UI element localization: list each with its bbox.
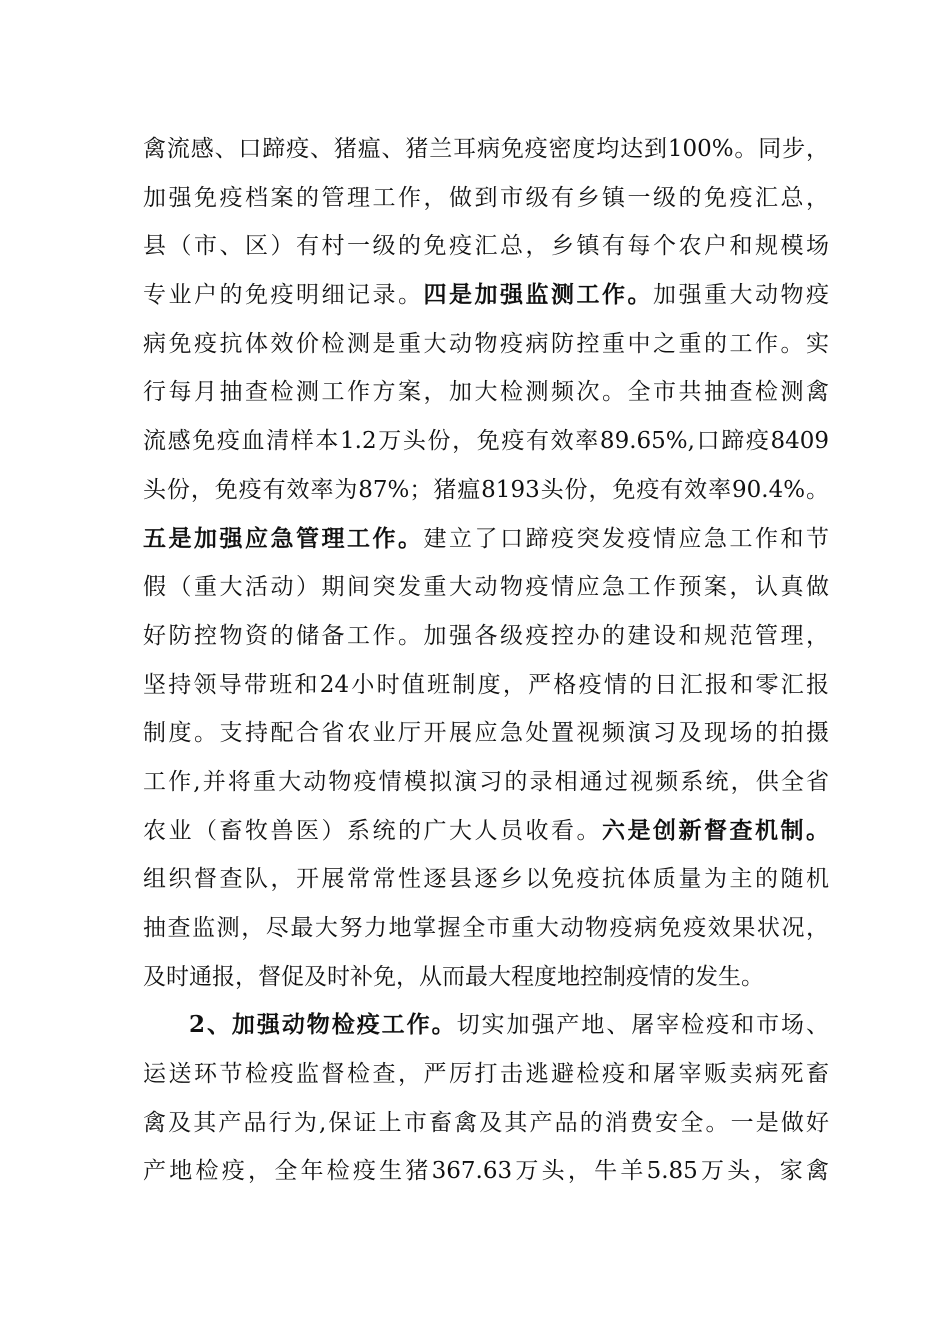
body-text-segment: 专业户的免疫明细记录。 [143, 282, 424, 309]
body-text-segment: 抽查监测，尽最大努力地掌握全市重大动物疫病免疫效果状况， [143, 915, 829, 941]
text-line [143, 1147, 829, 1196]
body-text-segment: 流感免疫血清样本1.2万头份，免疫有效率89.65%,口蹄疫8409 [143, 428, 829, 455]
body-text [143, 125, 829, 1196]
body-text-segment: 禽流感、口蹄疫、猪瘟、猪兰耳病免疫密度均达到100%。同步， [143, 136, 829, 162]
body-text-segment: 头份，免疫有效率为87%；猪瘟8193头份，免疫有效率90.4%。 [143, 476, 829, 503]
body-text-segment: 制度。支持配合省农业厅开展应急处置视频演习及现场的拍摄 [143, 720, 829, 747]
text-line [143, 904, 829, 953]
body-text-segment: 病免疫抗体效价检测是重大动物疫病防控重中之重的工作。实 [143, 330, 829, 357]
bold-heading-text: 四是加强监测工作。 [423, 281, 653, 309]
text-line [143, 222, 829, 271]
body-text-segment: 县（市、区）有村一级的免疫汇总，乡镇有每个农户和规模场 [143, 233, 829, 260]
body-text-segment: 组织督查队，开展常常性逐县逐乡以免疫抗体质量为主的随机 [143, 866, 829, 893]
bold-heading-text: 五是加强应急管理工作。 [143, 524, 424, 552]
text-line [143, 125, 829, 174]
body-text-segment: 禽及其产品行为,保证上市畜禽及其产品的消费安全。一是做好 [143, 1109, 829, 1136]
text-line [143, 320, 829, 369]
body-text-segment: 产地检疫，全年检疫生猪367.63万头，牛羊5.85万头，家禽 [143, 1158, 829, 1185]
body-text-segment: 运送环节检疫监督检查，严厉打击逃避检疫和屠宰贩卖病死畜 [143, 1061, 829, 1088]
text-line [143, 368, 829, 417]
text-line [143, 271, 829, 320]
bold-heading-text: 2、加强动物检疫工作。 [189, 1011, 457, 1039]
body-text-segment: 行每月抽查检测工作方案，加大检测频次。全市共抽查检测禽 [143, 379, 829, 406]
body-text-segment: 加强免疫档案的管理工作，做到市级有乡镇一级的免疫汇总， [143, 184, 829, 211]
body-text-segment: 好防控物资的储备工作。加强各级疫控办的建设和规范管理， [143, 622, 829, 649]
text-line [143, 855, 829, 904]
text-line [143, 661, 829, 710]
body-text-segment: 加强重大动物疫 [653, 282, 829, 309]
body-text-segment: 假（重大活动）期间突发重大动物疫情应急工作预案，认真做 [143, 574, 829, 601]
body-text-segment: 及时通报，督促及时补免，从而最大程度地控制疫情的发生。 [143, 963, 764, 990]
text-line [143, 515, 829, 564]
body-text-segment: 农业（畜牧兽医）系统的广大人员收看。 [143, 817, 602, 844]
body-text-segment: 坚持领导带班和24小时值班制度，严格疫情的日汇报和零汇报 [143, 671, 829, 698]
text-line [143, 1050, 829, 1099]
bold-heading-text: 六是创新督查机制。 [602, 816, 829, 844]
text-line [143, 417, 829, 466]
text-line [143, 1001, 829, 1050]
text-line [143, 612, 829, 661]
text-line [143, 709, 829, 758]
body-text-segment: 建立了口蹄疫突发疫情应急工作和节 [423, 525, 829, 552]
text-line [143, 807, 829, 856]
body-text-segment: 切实加强产地、屠宰检疫和市场、 [456, 1012, 829, 1039]
body-text-segment: 工作,并将重大动物疫情模拟演习的录相通过视频系统，供全省 [143, 768, 829, 795]
text-line [143, 466, 829, 515]
text-line [143, 174, 829, 223]
text-line [143, 758, 829, 807]
text-line [143, 563, 829, 612]
text-line [143, 1099, 829, 1148]
text-line [143, 953, 829, 1002]
